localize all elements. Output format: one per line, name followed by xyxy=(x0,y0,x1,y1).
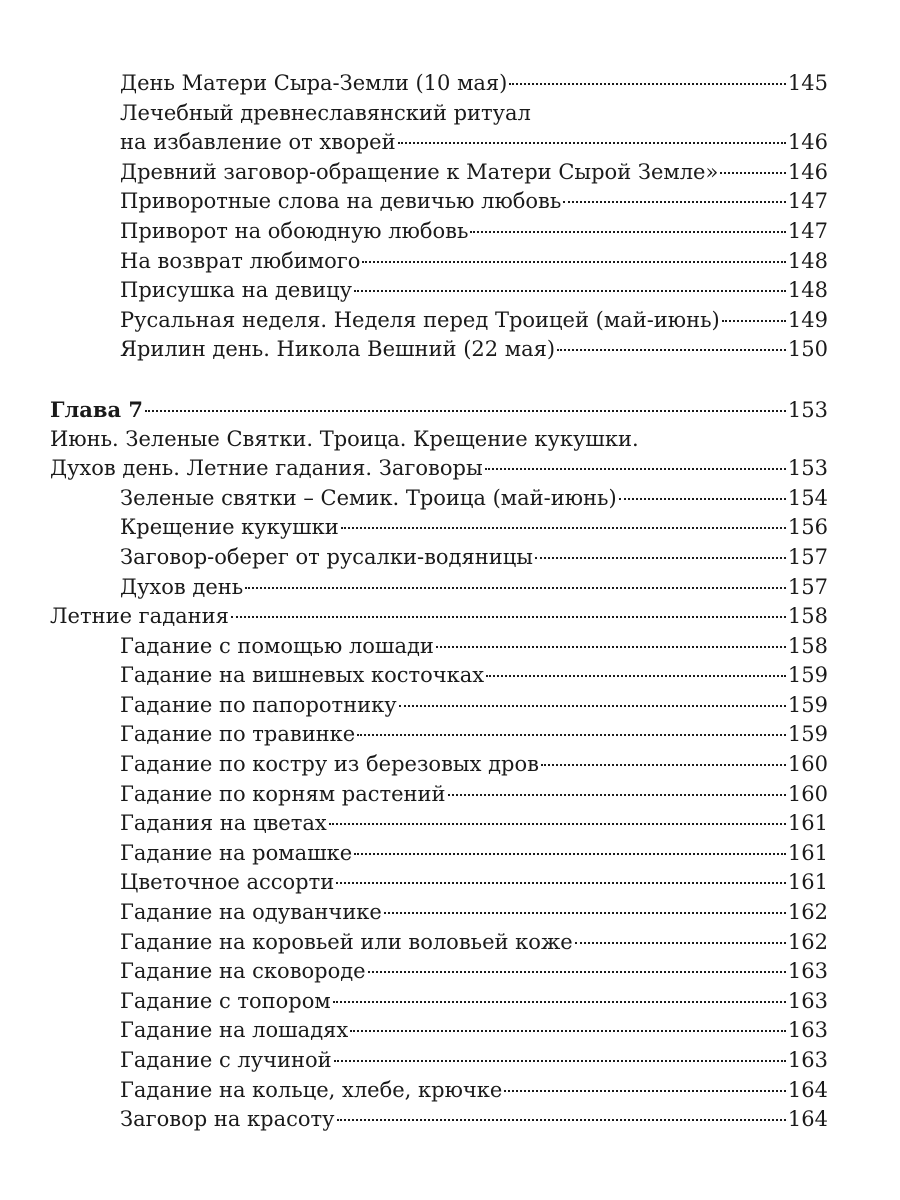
toc-entry-title: Гадание на сковороде xyxy=(120,959,366,984)
toc-entry xyxy=(50,276,828,306)
toc-entry-title: Заговор на красоту xyxy=(120,1107,335,1132)
toc-page-number: 159 xyxy=(787,722,828,747)
toc-entry xyxy=(50,158,828,188)
toc-entry-title: Крещение кукушки xyxy=(120,515,339,540)
toc-page-number: 153 xyxy=(787,456,828,481)
dot-leader xyxy=(333,1001,786,1003)
toc-entry-title: Летние гадания xyxy=(50,604,229,629)
dot-leader xyxy=(231,616,786,618)
toc-entry-title: Гадание на коровьей или воловьей коже xyxy=(120,929,573,954)
toc-entry-title: Русальная неделя. Неделя перед Троицей (май-июнь) xyxy=(120,307,720,332)
toc-entry xyxy=(50,1046,828,1076)
toc-entry xyxy=(50,661,828,691)
dot-leader xyxy=(486,675,786,677)
toc-entry-title: Присушка на девицу xyxy=(120,278,352,303)
toc-entry-title: Цветочное ассорти xyxy=(120,870,335,895)
toc-entry xyxy=(50,187,828,217)
toc-entry xyxy=(50,839,828,869)
toc-entry-title: Древний заговор-обращение к Матери Сырой Земле» xyxy=(120,159,719,184)
toc-page-number: 146 xyxy=(787,130,828,155)
toc-page-number: 148 xyxy=(787,278,828,303)
toc-entry xyxy=(50,1105,828,1135)
toc-page-number: 147 xyxy=(787,218,828,243)
toc-page-number: 153 xyxy=(787,397,828,422)
toc-entry-title: На возврат любимого xyxy=(120,248,361,273)
toc-page-number: 164 xyxy=(787,1107,828,1132)
dot-leader xyxy=(329,823,786,825)
table-of-contents xyxy=(50,69,828,1135)
toc-entry-title: Гадание на лошадях xyxy=(120,1018,349,1043)
dot-leader xyxy=(448,794,786,796)
toc-page-number: 160 xyxy=(787,781,828,806)
toc-entry xyxy=(50,1016,828,1046)
toc-entry-title: Гадания на цветах xyxy=(120,811,327,836)
toc-page-number: 154 xyxy=(787,485,828,510)
toc-entry xyxy=(50,425,828,455)
toc-entry xyxy=(50,1076,828,1106)
toc-entry xyxy=(50,69,828,99)
toc-entry xyxy=(50,957,828,987)
toc-entry xyxy=(50,720,828,750)
toc-entry-title: Приворотные слова на девичью любовь xyxy=(120,189,562,214)
dot-leader xyxy=(350,1030,786,1032)
toc-entry xyxy=(50,484,828,514)
toc-entry-title: Гадание по корням растений xyxy=(120,781,446,806)
toc-page-number: 162 xyxy=(787,929,828,954)
toc-page-number: 161 xyxy=(787,811,828,836)
toc-entry xyxy=(50,987,828,1017)
dot-leader xyxy=(245,587,786,589)
toc-page-number: 164 xyxy=(787,1077,828,1102)
dot-leader xyxy=(337,1119,786,1121)
toc-page-number: 158 xyxy=(787,604,828,629)
toc-page-number: 145 xyxy=(787,71,828,95)
toc-entry-title: Зеленые святки – Семик. Троица (май-июнь) xyxy=(120,485,617,510)
dot-leader xyxy=(384,912,786,914)
toc-entry xyxy=(50,928,828,958)
toc-entry xyxy=(50,780,828,810)
dot-leader xyxy=(436,646,786,648)
dot-leader xyxy=(541,764,786,766)
dot-leader xyxy=(354,290,786,292)
toc-page-number: 159 xyxy=(787,692,828,717)
toc-entry-title: Июнь. Зеленые Святки. Троица. Крещение кукушки. xyxy=(50,426,639,451)
toc-entry-title: Гадание с топором xyxy=(120,988,331,1013)
dot-leader xyxy=(485,468,786,470)
dot-leader xyxy=(341,527,786,529)
toc-page-number: 157 xyxy=(787,544,828,569)
dot-leader xyxy=(509,83,786,85)
toc-entry-title: Гадание с помощью лошади xyxy=(120,633,434,658)
dot-leader xyxy=(354,853,786,855)
toc-entry-title: на избавление от хворей xyxy=(120,130,396,155)
toc-entry-title: Гадание на кольце, хлебе, крючке xyxy=(120,1077,503,1102)
toc-entry-title: Гадание по травинке xyxy=(120,722,356,747)
dot-leader xyxy=(557,349,786,351)
toc-entry xyxy=(50,543,828,573)
dot-leader xyxy=(334,1060,786,1062)
toc-entry xyxy=(50,306,828,336)
toc-entry-title: Духов день xyxy=(120,574,244,599)
dot-leader xyxy=(145,410,786,412)
toc-entry-title: Приворот на обоюдную любовь xyxy=(120,218,469,243)
dot-leader xyxy=(362,261,786,263)
dot-leader xyxy=(399,705,786,707)
toc-entry-title: Гадание с лучиной xyxy=(120,1048,332,1072)
toc-entry-title: Гадание на вишневых косточках xyxy=(120,663,485,688)
toc-entry xyxy=(50,99,828,129)
toc-page-number: 163 xyxy=(787,959,828,984)
toc-entry-title: Духов день. Летние гадания. Заговоры xyxy=(50,456,483,481)
dot-leader xyxy=(336,882,786,884)
toc-entry-title: День Матери Сыра-Земли (10 мая) xyxy=(120,71,508,95)
toc-entry-title: Гадание на ромашке xyxy=(120,840,353,865)
dot-leader xyxy=(563,201,786,203)
toc-page-number: 163 xyxy=(787,988,828,1013)
toc-page-number: 160 xyxy=(787,752,828,777)
toc-page-number: 162 xyxy=(787,900,828,925)
toc-page-number: 161 xyxy=(787,870,828,895)
dot-leader xyxy=(720,172,786,174)
toc-page-number: 161 xyxy=(787,840,828,865)
dot-leader xyxy=(470,231,785,233)
toc-entry-title: Гадание на одуванчике xyxy=(120,900,382,925)
dot-leader xyxy=(357,734,786,736)
dot-leader xyxy=(619,498,786,500)
toc-entry-title: Лечебный древнеславянский ритуал xyxy=(120,100,531,125)
toc-entry xyxy=(50,513,828,543)
toc-entry xyxy=(50,217,828,247)
toc-chapter-heading xyxy=(50,395,828,425)
toc-page-number: 163 xyxy=(787,1048,828,1072)
toc-page-number: 146 xyxy=(787,159,828,184)
toc-entry-title: Гадание по костру из березовых дров xyxy=(120,752,539,777)
toc-entry-title: Заговор-оберег от русалки-водяницы xyxy=(120,544,533,569)
toc-page-number: 158 xyxy=(787,633,828,658)
toc-entry xyxy=(50,632,828,662)
toc-entry-title: Ярилин день. Никола Вешний (22 мая) xyxy=(120,337,556,362)
toc-entry xyxy=(50,691,828,721)
toc-page-number: 156 xyxy=(787,515,828,540)
dot-leader xyxy=(722,320,786,322)
toc-page-number: 149 xyxy=(787,307,828,332)
toc-entry-title: Гадание по папоротнику xyxy=(120,692,397,717)
toc-page-number: 148 xyxy=(787,248,828,273)
toc-entry xyxy=(50,454,828,484)
toc-entry xyxy=(50,898,828,928)
toc-entry xyxy=(50,573,828,603)
dot-leader xyxy=(575,942,786,944)
toc-entry-title: Глава 7 xyxy=(50,396,144,422)
dot-leader xyxy=(368,971,786,973)
toc-page-number: 150 xyxy=(787,337,828,362)
toc-entry xyxy=(50,750,828,780)
toc-entry xyxy=(50,868,828,898)
dot-leader xyxy=(535,557,786,559)
toc-page-number: 163 xyxy=(787,1018,828,1043)
dot-leader xyxy=(398,142,786,144)
toc-entry xyxy=(50,247,828,277)
toc-entry xyxy=(50,128,828,158)
toc-entry xyxy=(50,602,828,632)
dot-leader xyxy=(504,1090,786,1092)
toc-page-number: 147 xyxy=(787,189,828,214)
toc-page-number: 159 xyxy=(787,663,828,688)
toc-entry xyxy=(50,335,828,365)
toc-page-number: 157 xyxy=(787,574,828,599)
toc-entry xyxy=(50,809,828,839)
